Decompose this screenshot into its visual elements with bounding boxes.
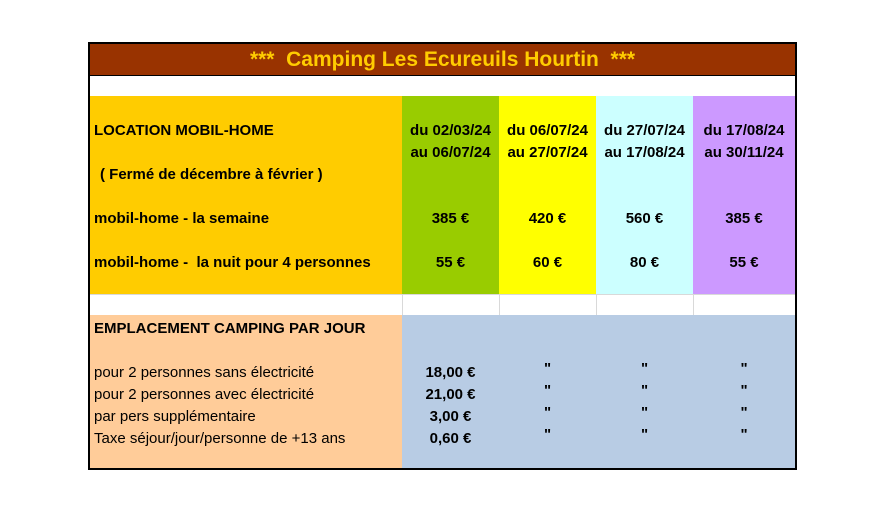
camping-row-3-value: 3,00 € <box>429 408 472 425</box>
price-sheet <box>88 42 797 470</box>
night-price-2: 60 € <box>532 254 563 271</box>
camping-row-4-label: Taxe séjour/jour/personne de +13 ans <box>94 430 346 447</box>
period-2-from: du 06/07/24 <box>507 122 588 139</box>
camping-heading: EMPLACEMENT CAMPING PAR JOUR <box>94 320 366 337</box>
camping-row-2-ditto-2: " <box>543 382 552 399</box>
period-2-to: au 27/07/24 <box>507 144 588 161</box>
night-price-4: 55 € <box>729 254 759 271</box>
night-row-label: mobil-home - la nuit pour 4 personnes <box>94 254 371 271</box>
camping-row-4-ditto-3: " <box>640 426 649 443</box>
period-1-from: du 02/03/24 <box>410 122 491 139</box>
page-title: *** Camping Les Ecureuils Hourtin *** <box>90 44 795 76</box>
camping-row-1-ditto-2: " <box>543 360 552 377</box>
camping-row-2-ditto-4: " <box>740 382 748 399</box>
camping-row-1-ditto-4: " <box>740 360 748 377</box>
week-price-2: 420 € <box>528 210 567 227</box>
camping-row-2-ditto-3: " <box>640 382 649 399</box>
week-price-1: 385 € <box>431 210 470 227</box>
week-price-3: 560 € <box>625 210 664 227</box>
camping-row-4-ditto-4: " <box>740 426 748 443</box>
week-row-label: mobil-home - la semaine <box>94 210 270 227</box>
period-3-to: au 17/08/24 <box>604 144 685 161</box>
camping-row-1-value: 18,00 € <box>425 364 476 381</box>
camping-row-3-label: par pers supplémentaire <box>94 408 256 425</box>
week-price-4: 385 € <box>725 210 763 227</box>
separator-row <box>90 294 795 315</box>
camping-row-3-ditto-3: " <box>640 404 649 421</box>
night-price-3: 80 € <box>629 254 660 271</box>
camping-row-4-value: 0,60 € <box>429 430 472 447</box>
period-4-from: du 17/08/24 <box>703 122 785 139</box>
period-4-to: au 30/11/24 <box>704 144 784 161</box>
period-3-from: du 27/07/24 <box>604 122 685 139</box>
camping-row-4-ditto-2: " <box>543 426 552 443</box>
mobilhome-heading: LOCATION MOBIL-HOME <box>94 122 274 139</box>
night-price-1: 55 € <box>435 254 466 271</box>
camping-row-1-ditto-3: " <box>640 360 649 377</box>
camping-row-3-ditto-2: " <box>543 404 552 421</box>
camping-row-1-label: pour 2 personnes sans électricité <box>94 364 315 381</box>
camping-row-2-label: pour 2 personnes avec électricité <box>94 386 315 403</box>
period-1-to: au 06/07/24 <box>410 144 491 161</box>
camping-row-3-ditto-4: " <box>740 404 748 421</box>
mobilhome-note: ( Fermé de décembre à février ) <box>100 166 323 183</box>
camping-row-2-value: 21,00 € <box>425 386 476 403</box>
